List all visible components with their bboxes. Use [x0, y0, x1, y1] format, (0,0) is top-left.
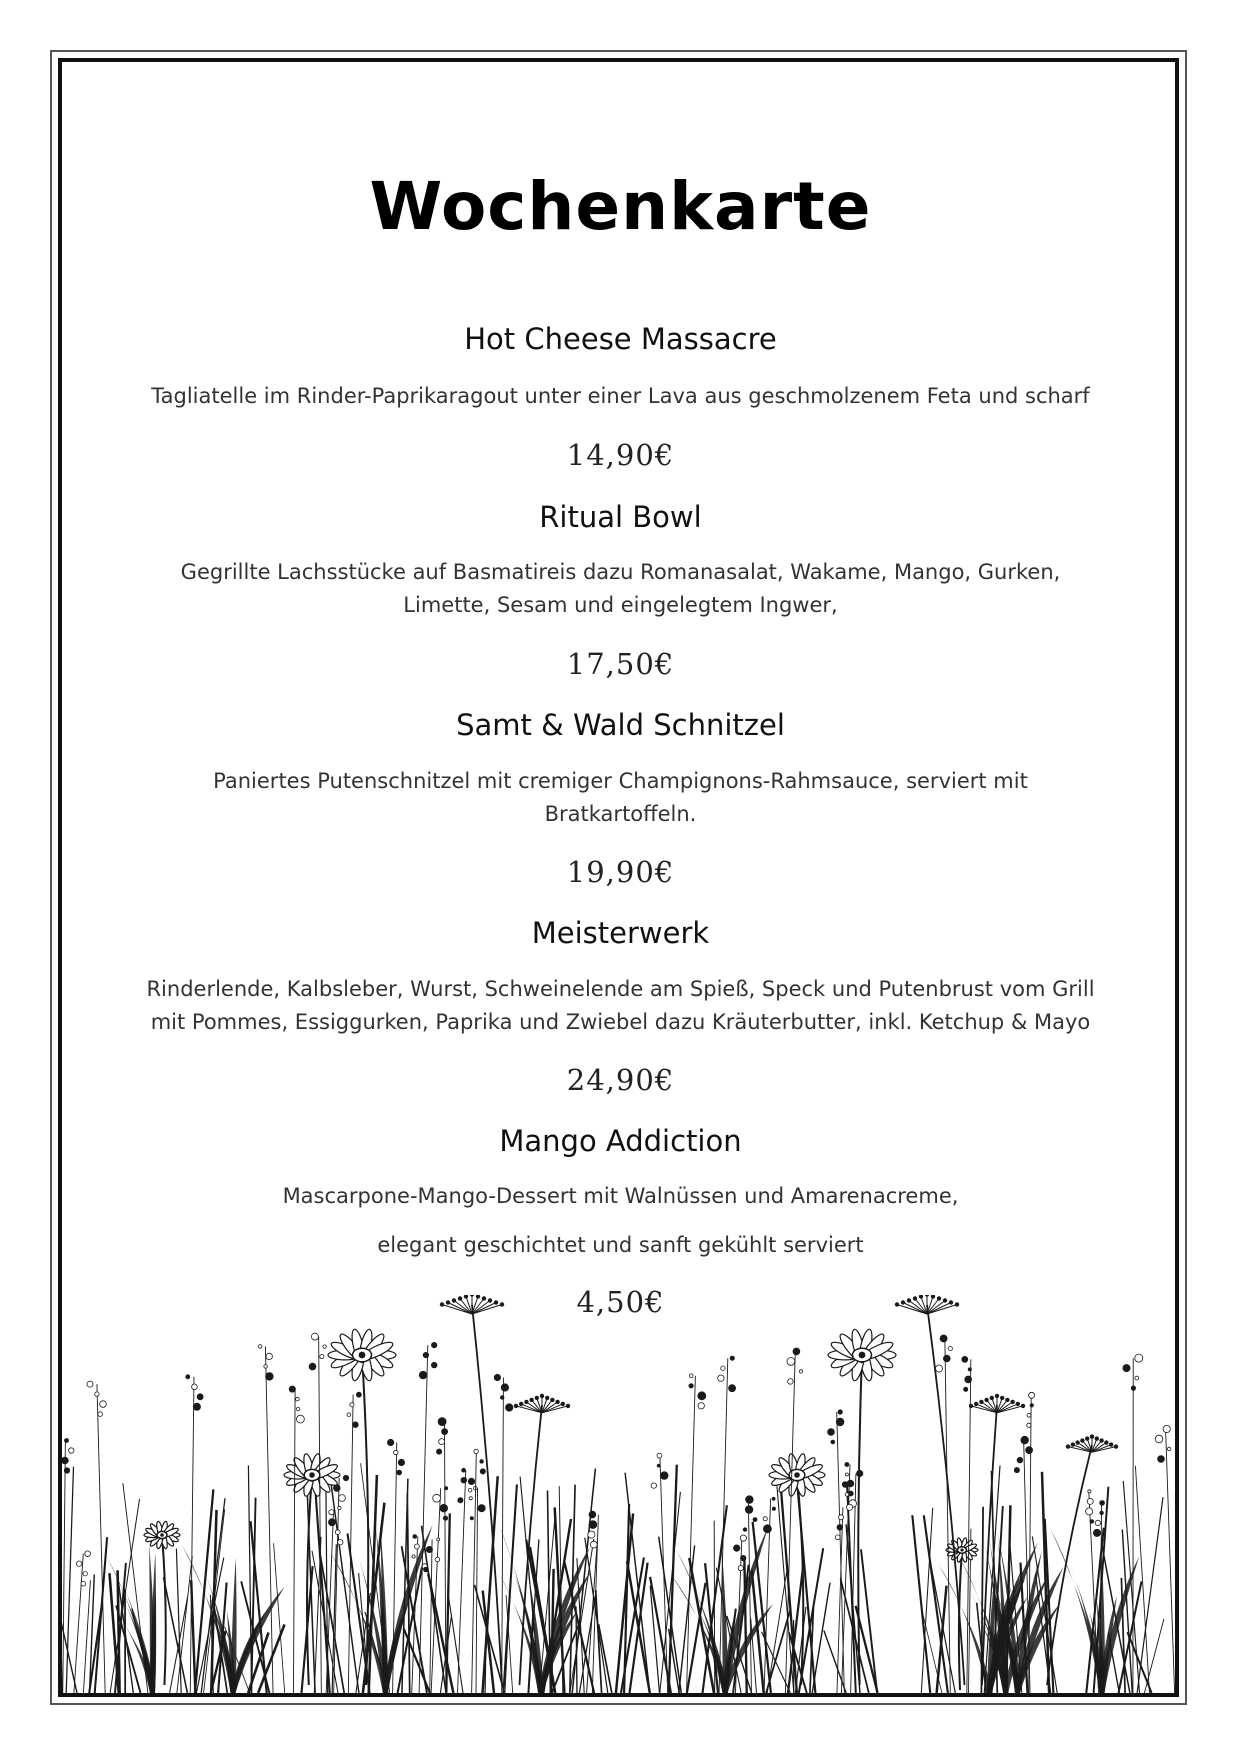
menu-item-description [140, 765, 1101, 831]
menu-item-price: 17,50€ [566, 647, 675, 681]
menu-item-description [140, 973, 1101, 1039]
description-line: Gegrillte Lachsstücke auf Basmatireis dazu Romanasalat, Wakame, Mango, Gurken, [180, 560, 1061, 584]
menu-item-description [140, 1180, 1101, 1213]
menu-item-description [140, 556, 1101, 622]
description-line: elegant geschichtet und sanft gekühlt serviert [377, 1233, 864, 1257]
menu-item-title: Ritual Bowl [539, 500, 702, 534]
wildflower-meadow-illustration [62, 1295, 1175, 1693]
menu-item-price: 14,90€ [566, 438, 675, 472]
menu-title: Wochenkarte [369, 168, 872, 245]
menu-item-title: Mango Addiction [499, 1124, 742, 1158]
description-line: Paniertes Putenschnitzel mit cremiger Champignons-Rahmsauce, serviert mit [213, 769, 1028, 793]
menu-item-title: Samt & Wald Schnitzel [456, 708, 785, 742]
wildflower-meadow-icon [62, 1295, 1175, 1693]
description-line: Tagliatelle im Rinder-Paprikaragout unter einer Lava aus geschmolzenem Feta und scharf [151, 384, 1090, 408]
description-line: Rinderlende, Kalbsleber, Wurst, Schweinelende am Spieß, Speck und Putenbrust vom Grill [146, 977, 1095, 1001]
menu-item-price: 24,90€ [566, 1063, 675, 1097]
menu-item-description [140, 1229, 1101, 1262]
menu-item-price: 19,90€ [566, 855, 675, 889]
menu-item-title: Meisterwerk [531, 916, 710, 950]
description-line: mit Pommes, Essiggurken, Paprika und Zwiebel dazu Kräuterbutter, inkl. Ketchup & Mayo [150, 1010, 1091, 1034]
menu-item-title: Hot Cheese Massacre [464, 322, 777, 356]
menu-item-description [140, 380, 1101, 413]
menu-item-price: 4,50€ [576, 1285, 665, 1319]
description-line: Bratkartoffeln. [544, 802, 697, 826]
description-line: Limette, Sesam und eingelegtem Ingwer, [403, 593, 838, 617]
description-line: Mascarpone-Mango-Dessert mit Walnüssen und Amarenacreme, [282, 1184, 959, 1208]
